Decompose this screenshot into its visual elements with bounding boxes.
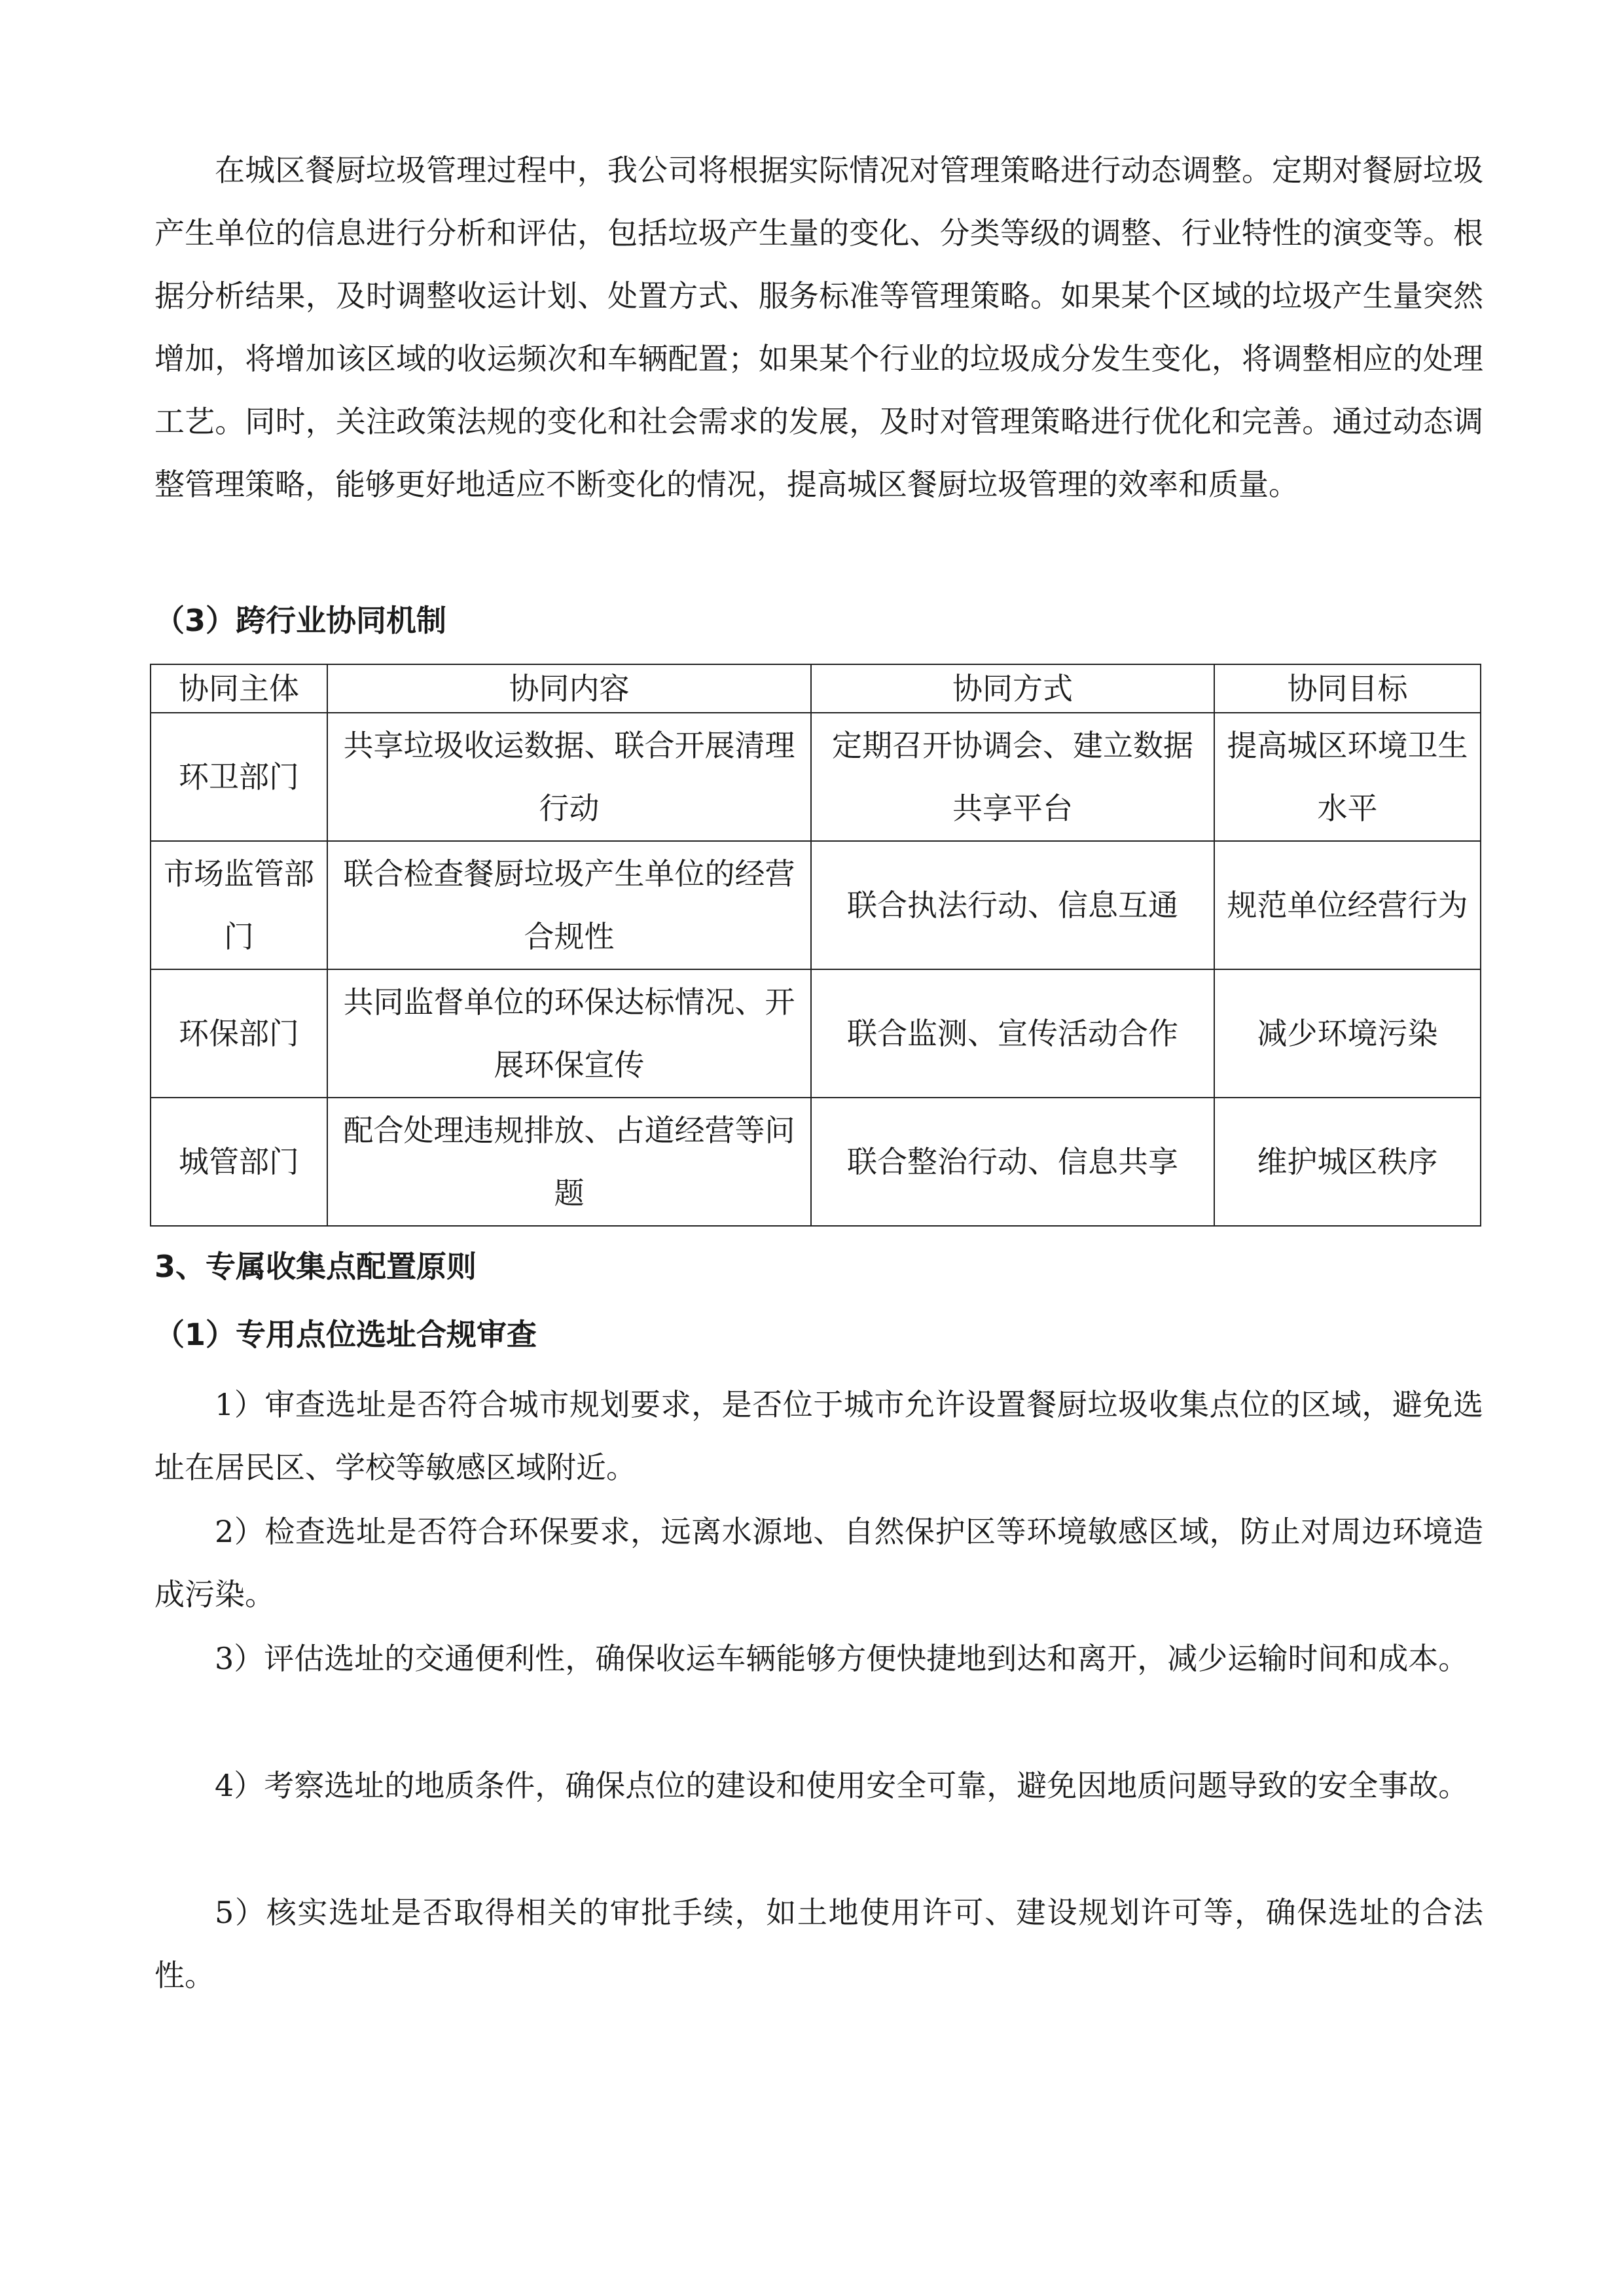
table-header-cell: 协同内容 [327, 664, 811, 713]
table-header-cell: 协同主体 [151, 664, 327, 713]
table-cell: 减少环境污染 [1214, 969, 1481, 1098]
table-cell: 配合处理违规排放、占道经营等问题 [327, 1098, 811, 1226]
table-header-row [151, 664, 1481, 713]
table-header-cell: 协同方式 [811, 664, 1214, 713]
cooperation-table [150, 664, 1481, 1227]
list-item: 5）核实选址是否取得相关的审批手续，如土地使用许可、建设规划许可等，确保选址的合法性。 [154, 1895, 1483, 1993]
table-cell: 环保部门 [151, 969, 327, 1098]
table-row [151, 841, 1481, 969]
table-cell: 规范单位经营行为 [1214, 841, 1481, 969]
table-cell: 共享垃圾收运数据、联合开展清理行动 [327, 713, 811, 841]
table-cell: 提高城区环境卫生水平 [1214, 713, 1481, 841]
table-cell: 维护城区秩序 [1214, 1098, 1481, 1226]
sub-heading-site-review: （1）专用点位选址合规审查 [154, 1317, 537, 1352]
table-cell: 定期召开协调会、建立数据共享平台 [811, 713, 1214, 841]
list-item: 2）检查选址是否符合环保要求，远离水源地、自然保护区等环境敏感区域，防止对周边环境造成污染。 [154, 1514, 1483, 1612]
table-cell: 共同监督单位的环保达标情况、开展环保宣传 [327, 969, 811, 1098]
table-row [151, 1098, 1481, 1226]
section-heading-cross-industry: （3）跨行业协同机制 [154, 603, 447, 638]
table-row [151, 713, 1481, 841]
table-cell: 联合检查餐厨垃圾产生单位的经营合规性 [327, 841, 811, 969]
table-cell: 城管部门 [151, 1098, 327, 1226]
table-cell: 联合监测、宣传活动合作 [811, 969, 1214, 1098]
table-header-cell: 协同目标 [1214, 664, 1481, 713]
table-cell: 环卫部门 [151, 713, 327, 841]
list-item: 3）评估选址的交通便利性，确保收运车辆能够方便快捷地到达和离开，减少运输时间和成本。 [215, 1641, 1469, 1676]
table-row [151, 969, 1481, 1098]
main-heading-collection-points: 3、专属收集点配置原则 [154, 1249, 477, 1284]
list-item: 1）审查选址是否符合城市规划要求，是否位于城市允许设置餐厨垃圾收集点位的区域，避免选址在居民区、学校等敏感区域附近。 [154, 1387, 1483, 1485]
table-cell: 市场监管部门 [151, 841, 327, 969]
table-cell: 联合整治行动、信息共享 [811, 1098, 1214, 1226]
list-item: 4）考察选址的地质条件，确保点位的建设和使用安全可靠，避免因地质问题导致的安全事故。 [215, 1768, 1469, 1803]
intro-paragraph: 在城区餐厨垃圾管理过程中，我公司将根据实际情况对管理策略进行动态调整。定期对餐厨垃圾产生单位的信息进行分析和评估，包括垃圾产生量的变化、分类等级的调整、行业特性的演变等。根据分析结果，及时调整收运计划、处置方式、服务标准等管理策略。如果某个区域的垃圾产生量突然增加，将增加该区域的收运频次和车辆配置；如果某个行业的垃圾成分发生变化，将调整相应的处理工艺。同时，关注政策法规的变化和社会需求的发展，及时对管理策略进行优化和完善。通过动态调整管理策略，能够更好地适应不断变化的情况，提高城区餐厨垃圾管理的效率和质量。 [154, 152, 1483, 502]
table-cell: 联合执法行动、信息互通 [811, 841, 1214, 969]
